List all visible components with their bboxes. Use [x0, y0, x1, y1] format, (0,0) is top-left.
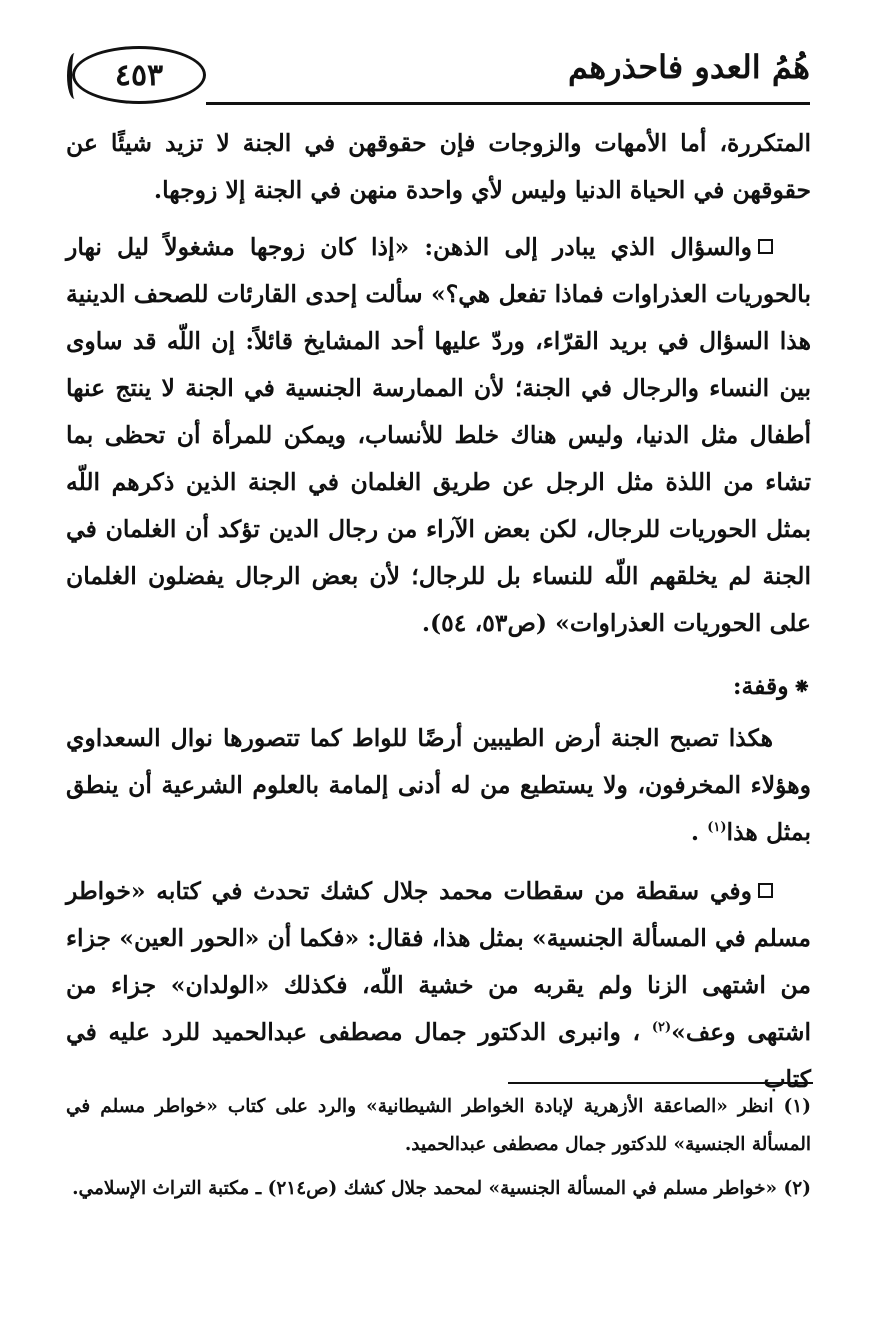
header-rule	[206, 102, 810, 105]
paragraph-4	[66, 868, 811, 1103]
paragraph-4-text: وفي سقطة من سقطات محمد جلال كشك تحدث في كتابه «خواطر مسلم في المسألة الجنسية» بمثل هذا، فقال: «فكما أن «الحور العين» جزاء من اشتهى الزنا ولم يقربه من خشية اللّه، فكذلك «الولدان» جزاء من اشتهى وعف»	[66, 877, 811, 1046]
paragraph-2-text: والسؤال الذي يبادر إلى الذهن: «إذا كان زوجها مشغولاً ليل نهار بالحوريات العذراوات فماذا تفعل هي؟» سألت إحدى القارئات للصحف الدينية هذا السؤال في بريد القرّاء، وردّ عليها أحد المشايخ قائلاً: إن اللّه قد ساوى بين النساء والرجال في الجنة؛ لأن الممارسة الجنسية في الجنة لا ينتج عنها أطفال مثل الدنيا، وليس هناك خلط للأنساب، ويمكن للمرأة أن تحظى بما تشاء من اللذة مثل الرجل عن طريق الغلمان في الجنة الذين ذكرهم اللّه بمثل الحوريات للرجال، لكن بعض الآراء من رجال الدين تؤكد أن الغلمان في الجنة لم يخلقهم اللّه للنساء بل للرجال؛ لأن بعض الرجال يفضلون الغلمان على الحوريات العذراوات» (ص٥٣، ٥٤).	[66, 233, 811, 637]
paragraph-3	[66, 715, 811, 856]
footnote-ref-2[interactable]: (٢)	[651, 1020, 672, 1036]
footnote-ref-1[interactable]: (١)	[707, 820, 727, 836]
section-heading	[66, 663, 811, 711]
footnote-separator	[508, 1082, 813, 1084]
footnote-1: (١) انظر «الصاعقة الأزهرية لإبادة الخواطر الشيطانية» والرد على كتاب «خواطر مسلم في المسألة الجنسية» للدكتور جمال مصطفى عبدالحميد.	[66, 1096, 811, 1155]
paragraph-3-text: هكذا تصبح الجنة أرض الطيبين أرضًا للواط كما تتصورها نوال السعداوي وهؤلاء المخرفون، ولا يستطيع من له أدنى إلمامة بالعلوم الشرعية أن ينطق بمثل هذا	[66, 724, 811, 846]
asterisk-icon: ⁕	[792, 674, 811, 700]
footnote-2: (٢) «خواطر مسلم في المسألة الجنسية» لمحمد جلال كشك (ص٢١٤) ـ مكتبة التراث الإسلامي.	[72, 1178, 811, 1199]
page-number: ٤٥٣	[114, 57, 164, 93]
paragraph-2	[66, 224, 811, 647]
page-number-badge	[72, 46, 206, 104]
body-text	[66, 120, 811, 1103]
paragraph-1: المتكررة، أما الأمهات والزوجات فإن حقوقهن في الجنة لا تزيد شيئًا عن حقوقهن في الحياة الدنيا وليس لأي واحدة منهن في الجنة إلا زوجها.	[66, 129, 811, 204]
paragraph-3-end: .	[690, 818, 700, 846]
page-header	[60, 36, 810, 116]
paragraph-4-end: ، وانبرى الدكتور جمال مصطفى عبدالحميد للرد عليه في كتاب	[66, 1018, 811, 1093]
square-bullet-icon	[758, 239, 773, 254]
section-heading-text: وقفة:	[732, 672, 789, 700]
footnotes	[66, 1088, 811, 1214]
square-bullet-icon	[758, 883, 773, 898]
running-title: هُمُ العدو فاحذرهم	[567, 48, 810, 86]
